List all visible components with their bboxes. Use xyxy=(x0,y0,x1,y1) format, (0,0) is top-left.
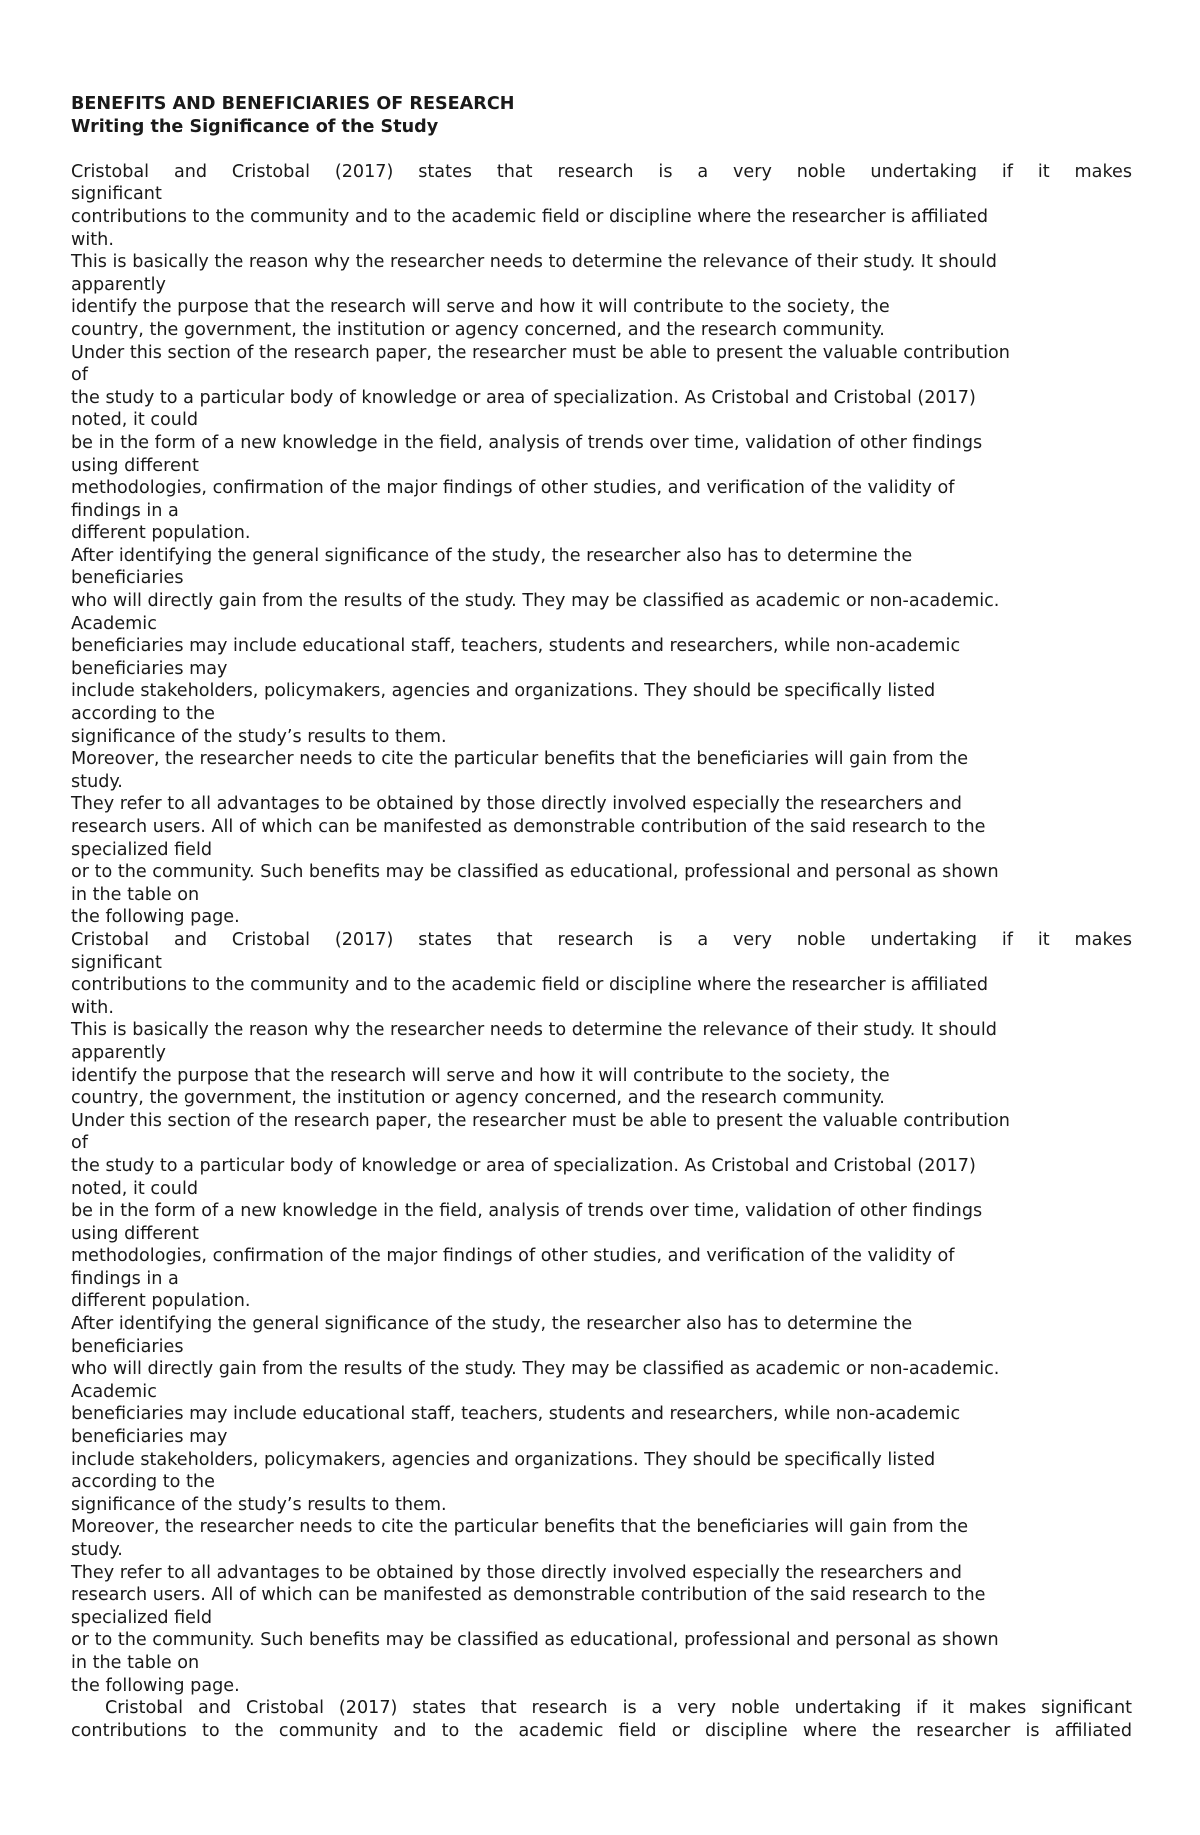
text-line: beneficiaries may xyxy=(71,1427,228,1448)
text-line: Moreover, the researcher needs to cite the particular benefits that the beneficiaries will gain from the xyxy=(71,1517,969,1538)
document-body xyxy=(71,93,1132,1742)
text-line: different population. xyxy=(71,523,251,544)
text-line: This is basically the reason why the researcher needs to determine the relevance of their study. It should xyxy=(71,1020,997,1041)
text-line: They refer to all advantages to be obtained by those directly involved especially the researchers and xyxy=(71,1562,962,1583)
text-line: country, the government, the institution or agency concerned, and the research community. xyxy=(71,1088,885,1109)
text-line: beneficiaries may include educational staff, teachers, students and researchers, while non-academic xyxy=(71,1404,961,1425)
text-line: Under this section of the research paper, the researcher must be able to present the valuable contribution xyxy=(71,342,1010,363)
text-line: include stakeholders, policymakers, agencies and organizations. They should be specifically listed xyxy=(71,681,936,702)
text-line: apparently xyxy=(71,1042,166,1063)
text-line: significance of the study’s results to them. xyxy=(71,726,447,747)
text-line: the study to a particular body of knowledge or area of specialization. As Cristobal and Cristobal (2017) xyxy=(71,1155,976,1176)
text-line: beneficiaries xyxy=(71,1336,184,1357)
text-line: Under this section of the research paper, the researcher must be able to present the valuable contribution xyxy=(71,1110,1010,1131)
text-line: significance of the study’s results to them. xyxy=(71,1494,447,1515)
text-line: research users. All of which can be manifested as demonstrable contribution of the said research to the xyxy=(71,817,986,837)
text-line: They refer to all advantages to be obtained by those directly involved especially the researchers and xyxy=(71,794,962,815)
text-line: identify the purpose that the research will serve and how it will contribute to the society, the xyxy=(71,297,890,318)
document-subtitle: Writing the Significance of the Study xyxy=(71,116,439,137)
paragraph-spacer xyxy=(71,138,1132,161)
text-line: with. xyxy=(71,229,114,250)
text-line: different population. xyxy=(71,1291,251,1312)
text-line: country, the government, the institution or agency concerned, and the research community. xyxy=(71,319,885,340)
text-line: in the table on xyxy=(71,1652,200,1673)
text-line: of xyxy=(71,1133,88,1154)
text-line: or to the community. Such benefits may be classified as educational, professional and personal as shown xyxy=(71,1630,999,1651)
text-line: Academic xyxy=(71,1381,157,1402)
text-line: beneficiaries may include educational staff, teachers, students and researchers, while non-academic xyxy=(71,636,961,657)
text-line: Moreover, the researcher needs to cite the particular benefits that the beneficiaries will gain from the xyxy=(71,749,969,770)
text-line: Academic xyxy=(71,613,157,634)
text-line: Cristobal and Cristobal (2017) states that research is a very noble undertaking if it makes xyxy=(71,929,1132,950)
text-line: identify the purpose that the research will serve and how it will contribute to the society, the xyxy=(71,1065,890,1086)
text-line: the study to a particular body of knowledge or area of specialization. As Cristobal and Cristobal (2017) xyxy=(71,387,976,408)
text-line: contributions to the community and to the academic field or discipline where the researcher is affiliated xyxy=(71,1720,1132,1741)
text-line: be in the form of a new knowledge in the field, analysis of trends over time, validation of other findings xyxy=(71,1201,983,1222)
text-line: findings in a xyxy=(71,500,179,521)
text-line: specialized field xyxy=(71,1607,213,1628)
text-line: contributions to the community and to the academic field or discipline where the researcher is affiliated xyxy=(71,206,989,227)
text-line: who will directly gain from the results of the study. They may be classified as academic or non-academic. xyxy=(71,591,1000,612)
text-line: significant xyxy=(71,184,162,205)
text-line: Cristobal and Cristobal (2017) states that research is a very noble undertaking if it makes significant xyxy=(105,1698,1132,1719)
text-line: who will directly gain from the results of the study. They may be classified as academic or non-academic. xyxy=(71,1359,1000,1380)
text-line: specialized field xyxy=(71,839,213,860)
text-line: noted, it could xyxy=(71,410,199,431)
text-line: using different xyxy=(71,455,199,476)
text-line: After identifying the general significance of the study, the researcher also has to determine the xyxy=(71,1314,913,1335)
text-line: study. xyxy=(71,1540,123,1560)
text-line: study. xyxy=(71,771,123,792)
text-line: the following page. xyxy=(71,1675,240,1696)
text-line: in the table on xyxy=(71,884,200,905)
text-line: according to the xyxy=(71,704,215,725)
text-line: apparently xyxy=(71,274,166,295)
text-line: using different xyxy=(71,1223,199,1244)
text-line: be in the form of a new knowledge in the field, analysis of trends over time, validation of other findings xyxy=(71,432,983,453)
text-line: of xyxy=(71,365,88,386)
text-line: significant xyxy=(71,952,162,973)
text-line: the following page. xyxy=(71,907,240,928)
text-line: research users. All of which can be manifested as demonstrable contribution of the said research to the xyxy=(71,1585,986,1606)
text-line: contributions to the community and to the academic field or discipline where the researcher is affiliated xyxy=(71,975,989,996)
text-line: methodologies, confirmation of the major findings of other studies, and verification of the validity of xyxy=(71,478,955,499)
text-line: Cristobal and Cristobal (2017) states that research is a very noble undertaking if it makes xyxy=(71,161,1132,182)
text-lines xyxy=(71,161,1132,1743)
text-line: After identifying the general significance of the study, the researcher also has to determine the xyxy=(71,545,913,566)
text-line: include stakeholders, policymakers, agencies and organizations. They should be specifically listed xyxy=(71,1449,936,1470)
text-line: according to the xyxy=(71,1472,215,1493)
text-line: beneficiaries may xyxy=(71,658,228,679)
text-line: noted, it could xyxy=(71,1178,199,1199)
text-line: findings in a xyxy=(71,1268,179,1289)
text-line: beneficiaries xyxy=(71,568,184,589)
text-line: with. xyxy=(71,997,114,1018)
text-line: methodologies, confirmation of the major findings of other studies, and verification of the validity of xyxy=(71,1246,955,1267)
text-line: This is basically the reason why the researcher needs to determine the relevance of their study. It should xyxy=(71,252,997,273)
document-title: BENEFITS AND BENEFICIARIES OF RESEARCH xyxy=(71,94,515,114)
text-line: or to the community. Such benefits may be classified as educational, professional and personal as shown xyxy=(71,862,999,883)
